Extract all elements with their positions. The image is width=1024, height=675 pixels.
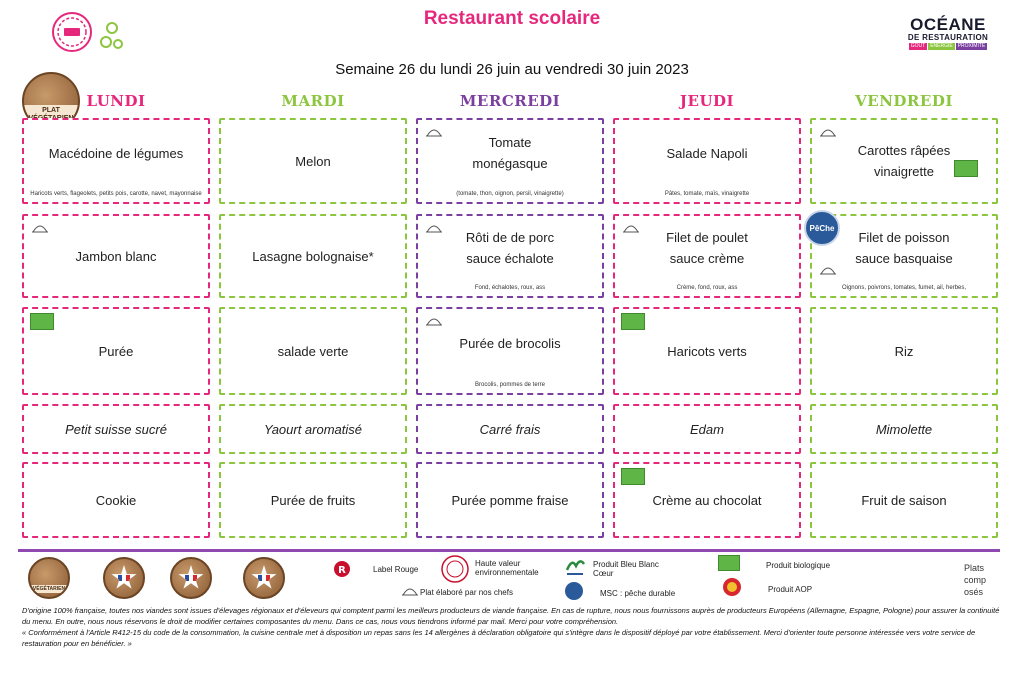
day-header-mardi: MARDI (281, 92, 345, 110)
dish-name: Edam (690, 421, 724, 437)
day-header-vendredi: VENDREDI (855, 92, 953, 110)
brand-tag: PROXIMITÉ (957, 43, 986, 49)
peche-durable-badge: PêChe (804, 210, 840, 246)
menu-cell (416, 307, 604, 395)
chef-icon (623, 222, 639, 233)
dish-name: Carottes râpées vinaigrette (857, 143, 951, 179)
chef-icon (426, 315, 442, 326)
menu-cell (22, 214, 210, 298)
menu-cell (219, 307, 407, 395)
chef-legend-icon (402, 585, 418, 596)
dish-name: salade verte (277, 343, 349, 359)
menu-cell (219, 462, 407, 538)
volaille-francaise-icon (170, 557, 212, 599)
menu-cell (810, 118, 998, 204)
legend-bleu-blanc-coeur: Produit Bleu Blanc Cœur (593, 560, 659, 578)
dish-name: Crème au chocolat (652, 492, 762, 508)
plat-badge-line1: PLAT (42, 107, 60, 114)
bio-icon (30, 313, 54, 330)
dish-name: Tomate monégasque (472, 135, 548, 171)
day-header-lundi: LUNDI (86, 92, 146, 110)
dish-name: Carré frais (479, 421, 541, 437)
legend-msc: MSC : pêche durable (600, 589, 676, 598)
dish-name: Filet de poisson sauce basquaise (855, 230, 953, 266)
menu-cell (810, 462, 998, 538)
week-subtitle: Semaine 26 du lundi 26 juin au vendredi 30 juin 2023 (335, 61, 689, 78)
brand-sub: DE RESTAURATION (907, 33, 989, 42)
svg-text:R: R (338, 565, 346, 576)
menu-cell (416, 118, 604, 204)
dish-name: Fruit de saison (861, 492, 947, 508)
msc-legend-icon (565, 582, 583, 600)
dish-name: Petit suisse sucré (65, 421, 167, 437)
dish-name: Salade Napoli (666, 145, 748, 161)
menu-cell (416, 404, 604, 454)
brand-tags (900, 43, 996, 50)
day-header-jeudi: JEUDI (679, 92, 735, 110)
page-title: Restaurant scolaire (423, 8, 601, 29)
dish-ingredients: Brocolis, pommes de terre (474, 382, 546, 388)
menu-cell (613, 307, 801, 395)
bio-icon (621, 468, 645, 485)
menu-cell (219, 118, 407, 204)
porc-francais-icon (243, 557, 285, 599)
dish-name: Cookie (95, 492, 137, 508)
allergen-note: « Conformément à l'Article R412-15 du code de la consommation, la cuisine centrale met à disposition un repas sans les 14 allergènes à déclaration obligatoire qui s'intègre dans le dispositif déployé par votre établissement. Merci d'orienter toute personne intéressée vers votre service de restauration pour en bénéficier. » (22, 628, 976, 648)
brand-name: OCÉANE (910, 15, 986, 34)
bio-legend-icon (718, 555, 740, 571)
chef-icon (426, 126, 442, 137)
dish-ingredients: Crème, fond, roux, ass (676, 285, 738, 291)
brand-logo (900, 16, 996, 50)
menu-cell (22, 404, 210, 454)
dish-ingredients: Oignons, poivrons, tomates, fumet, ail, herbes, (841, 285, 967, 291)
menu-cell (416, 214, 604, 298)
dish-name: Filet de poulet sauce crème (666, 230, 748, 266)
dish-name: Rôti de de porc sauce échalote (465, 230, 555, 266)
dish-ingredients: (tomate, thon, oignon, persil, vinaigrette) (456, 191, 564, 197)
dish-name: Purée (98, 343, 134, 359)
dish-ingredients: Fond, échalotes, roux, ass (474, 285, 546, 291)
dish-name: Mimolette (875, 421, 933, 437)
dish-name: Melon (295, 153, 331, 169)
dish-name: Riz (894, 343, 914, 359)
legend-hve: Haute valeur environnementale (475, 559, 539, 577)
viande-francaise-icon (103, 557, 145, 599)
dish-name: Purée pomme fraise (451, 492, 569, 508)
legend-plats-composes: Plats comp osés (964, 563, 987, 597)
day-header-mercredi: MERCREDI (459, 92, 561, 110)
menu-cell (613, 404, 801, 454)
legend-label-rouge: Label Rouge (373, 565, 419, 574)
legend-chefs: Plat élaboré par nos chefs (420, 588, 513, 597)
menu-cell (219, 214, 407, 298)
menu-cell (613, 462, 801, 538)
dish-name: Yaourt aromatisé (263, 421, 363, 437)
dish-ingredients: Haricots verts, flageolets, petits pois, carotte, navet, mayonnaise (30, 191, 202, 197)
menu-cell (810, 307, 998, 395)
footer-notes (22, 605, 1002, 649)
hve-icon (440, 554, 470, 584)
chef-icon (426, 222, 442, 233)
aop-legend-icon (722, 577, 742, 597)
origin-note: D'origine 100% française, toutes nos viandes sont issues d'élevages régionaux et d'éleveurs qui comptent parmi les meilleurs producteurs de viande française. En cas de rupture, nous nous fournissons auprès de producteurs Européens (Allemagne, Espagne, Pologne) pour assurer la continuité du menu. En outre, nous nous réservons le droit de modifier certaines composantes du menu. Dans ce cas, nous vous tiendrons informé par mail. Merci pour votre compréhension. (22, 606, 1000, 626)
bio-icon (954, 160, 978, 177)
footer-divider (18, 549, 1000, 552)
label-rouge-icon (333, 560, 351, 578)
bio-icon (621, 313, 645, 330)
legend-vegetarien-text: VÉGÉTARIEN (30, 585, 68, 593)
brand-tag: ÉNERGIE (930, 43, 953, 49)
chef-icon (32, 222, 48, 233)
menu-cell (810, 404, 998, 454)
menu-cell (810, 214, 998, 298)
menu-cell (613, 118, 801, 204)
dish-name: Purée de brocolis (459, 335, 561, 351)
dish-name: Jambon blanc (75, 248, 157, 264)
brand-tag: GOÛT (910, 43, 926, 49)
chef-icon (820, 264, 836, 275)
menu-cell (613, 214, 801, 298)
legend-vegetarien-badge (28, 557, 70, 599)
menu-cell (22, 462, 210, 538)
dish-name: Purée de fruits (270, 492, 356, 508)
legend-bio: Produit biologique (766, 561, 831, 570)
legend-aop: Produit AOP (768, 585, 813, 594)
menu-cell (219, 404, 407, 454)
chef-icon (820, 126, 836, 137)
menu-cell (416, 462, 604, 538)
menu-cell (22, 307, 210, 395)
dish-name: Lasagne bolognaise* (252, 248, 374, 264)
dish-name: Haricots verts (667, 343, 747, 359)
dish-name: Macédoine de légumes (48, 145, 184, 161)
bleu-blanc-coeur-icon (564, 556, 586, 578)
dish-ingredients: Pâtes, tomate, maïs, vinaigrette (664, 191, 750, 197)
menu-cell (22, 118, 210, 204)
